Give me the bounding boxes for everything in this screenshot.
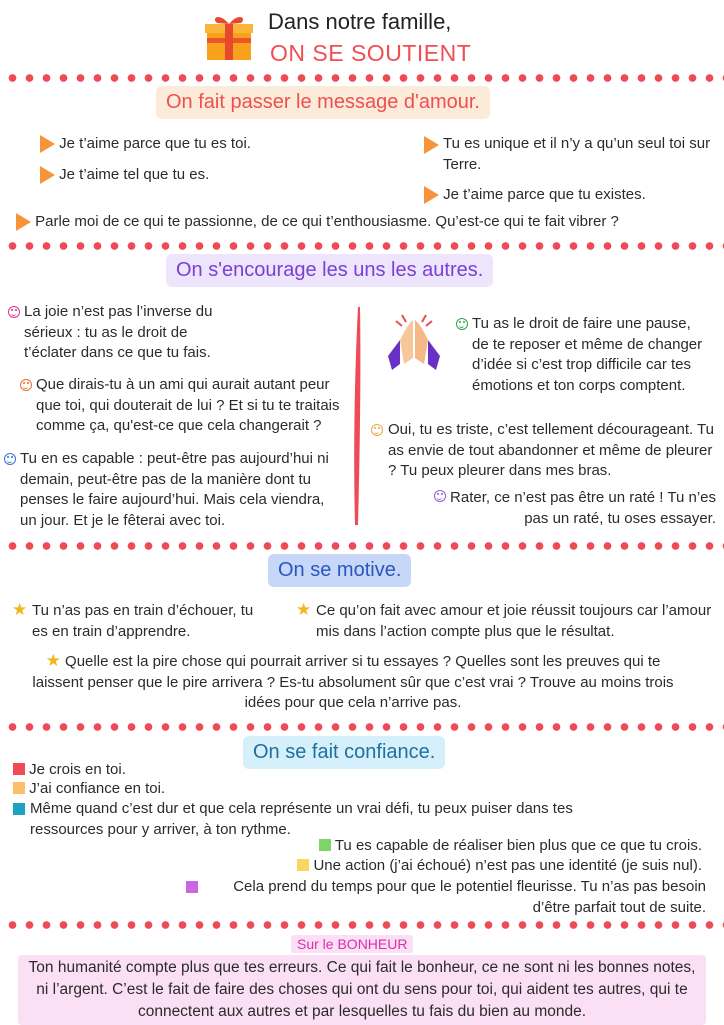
encourage-item-2: Que dirais-tu à un ami qui aurait autant peur que toi, qui douterait de lui ? Et si tu te traitais comme ça, qu'est-ce que cela changerait ? <box>20 375 355 437</box>
smiley-icon <box>371 424 383 436</box>
section-motive-title: On se motive. <box>268 554 411 587</box>
encourage-item-1: La joie n’est pas l’inverse du sérieux : tu as le droit de t’éclater dans ce que tu fais. <box>8 302 238 364</box>
smiley-icon <box>434 490 446 502</box>
dot-divider <box>0 919 724 931</box>
color-square-icon <box>13 782 25 794</box>
confiance-item-6: Cela prend du temps pour que le potentiel fleurisse. Tu n’as pas besoin d’être parfait tout de suite. <box>186 877 706 918</box>
praying-hands-icon <box>384 312 444 372</box>
dot-divider <box>0 240 724 252</box>
orange-triangle-icon <box>16 213 31 231</box>
encourage-item-5: Oui, tu es triste, c’est tellement décourageant. Tu as envie de tout abandonner et même de pleurer ? Tu peux pleurer dans mes bras. <box>371 420 721 482</box>
motive-item-3: ★ Quelle est la pire chose qui pourrait arriver si tu essayes ? Quelles sont les preuves qui te laissent penser que le pire arrivera ? Es-tu absolument sûr que c’est vrai ? Trouve au moins trois idées pour que cela n’arrive pas. <box>32 651 674 711</box>
color-square-icon <box>13 803 25 815</box>
orange-triangle-icon <box>424 136 439 154</box>
color-square-icon <box>297 859 309 871</box>
color-square-icon <box>319 839 331 851</box>
star-icon: ★ <box>12 600 28 619</box>
confiance-item-2: J’ai confiance en toi. <box>13 779 413 800</box>
amour-item-5: Parle moi de ce qui te passionne, de ce qui t’enthousiasme. Qu’est-ce qui te fait vibrer ? <box>16 212 722 233</box>
encourage-item-4: Tu as le droit de faire une pause, de te reposer et même de changer d’idée si c’est trop difficile car tes émotions et ton corps comptent. <box>456 314 706 396</box>
header-title-line1: Dans notre famille, <box>268 9 452 34</box>
color-square-icon <box>13 763 25 775</box>
star-icon: ★ <box>296 600 312 619</box>
amour-item-4: Je t’aime parce que tu existes. <box>424 185 722 206</box>
confiance-item-1: Je crois en toi. <box>13 760 413 781</box>
orange-triangle-icon <box>40 166 55 184</box>
encourage-item-6: Rater, ce n’est pas être un raté ! Tu n’es pas un raté, tu oses essayer. <box>420 488 716 529</box>
amour-item-2: Je t’aime tel que tu es. <box>40 165 360 186</box>
orange-triangle-icon <box>424 186 439 204</box>
motive-item-2: ★ Ce qu’on fait avec amour et joie réussit toujours car l’amour mis dans l’action compte plus que le résultat. <box>296 600 712 640</box>
smiley-icon <box>20 379 32 391</box>
bonheur-title: Sur le BONHEUR <box>291 935 413 953</box>
smiley-icon <box>8 306 20 318</box>
star-icon: ★ <box>45 651 61 670</box>
color-square-icon <box>186 881 198 893</box>
dot-divider <box>0 72 724 84</box>
header-title-line2: ON SE SOUTIENT <box>270 40 472 66</box>
gift-icon <box>203 12 255 62</box>
confiance-item-4: Tu es capable de réaliser bien plus que ce que tu crois. <box>296 836 702 857</box>
orange-triangle-icon <box>40 135 55 153</box>
confiance-item-3: Même quand c’est dur et que cela représente un vrai défi, tu peux puiser dans tes ressources pour y arriver, à ton rythme. <box>13 799 583 840</box>
smiley-icon <box>4 453 16 465</box>
section-confiance-title: On se fait confiance. <box>243 736 445 769</box>
amour-item-1: Je t’aime parce que tu es toi. <box>40 134 360 155</box>
encourage-item-3: Tu en es capable : peut-être pas aujourd’hui ni demain, peut-être pas de la manière dont tu penses le faire aujourd’hui. Mais cela viendra, un jour. Et je le fêterai avec toi. <box>4 449 334 531</box>
motive-item-1: ★ Tu n’as pas en train d’échouer, tu es en train d’apprendre. <box>12 600 254 640</box>
confiance-item-5: Une action (j’ai échoué) n’est pas une identité (je suis nul). <box>240 856 702 877</box>
section-amour-title: On fait passer le message d'amour. <box>156 86 490 119</box>
dot-divider <box>0 540 724 552</box>
amour-item-3: Tu es unique et il n’y a qu’un seul toi sur Terre. <box>424 134 722 175</box>
red-brush-divider <box>350 305 364 527</box>
dot-divider <box>0 721 724 733</box>
smiley-icon <box>456 318 468 330</box>
bonheur-text: Ton humanité compte plus que tes erreurs. Ce qui fait le bonheur, ce ne sont ni les bonnes notes, ni l’argent. C’est le fait de faire des choses qui ont du sens pour toi, qui aident tes autres, qui te connectent aux autres et par lesquelles tu fais du bien au monde. <box>18 955 706 1025</box>
section-encourage-title: On s'encourage les uns les autres. <box>166 254 493 287</box>
